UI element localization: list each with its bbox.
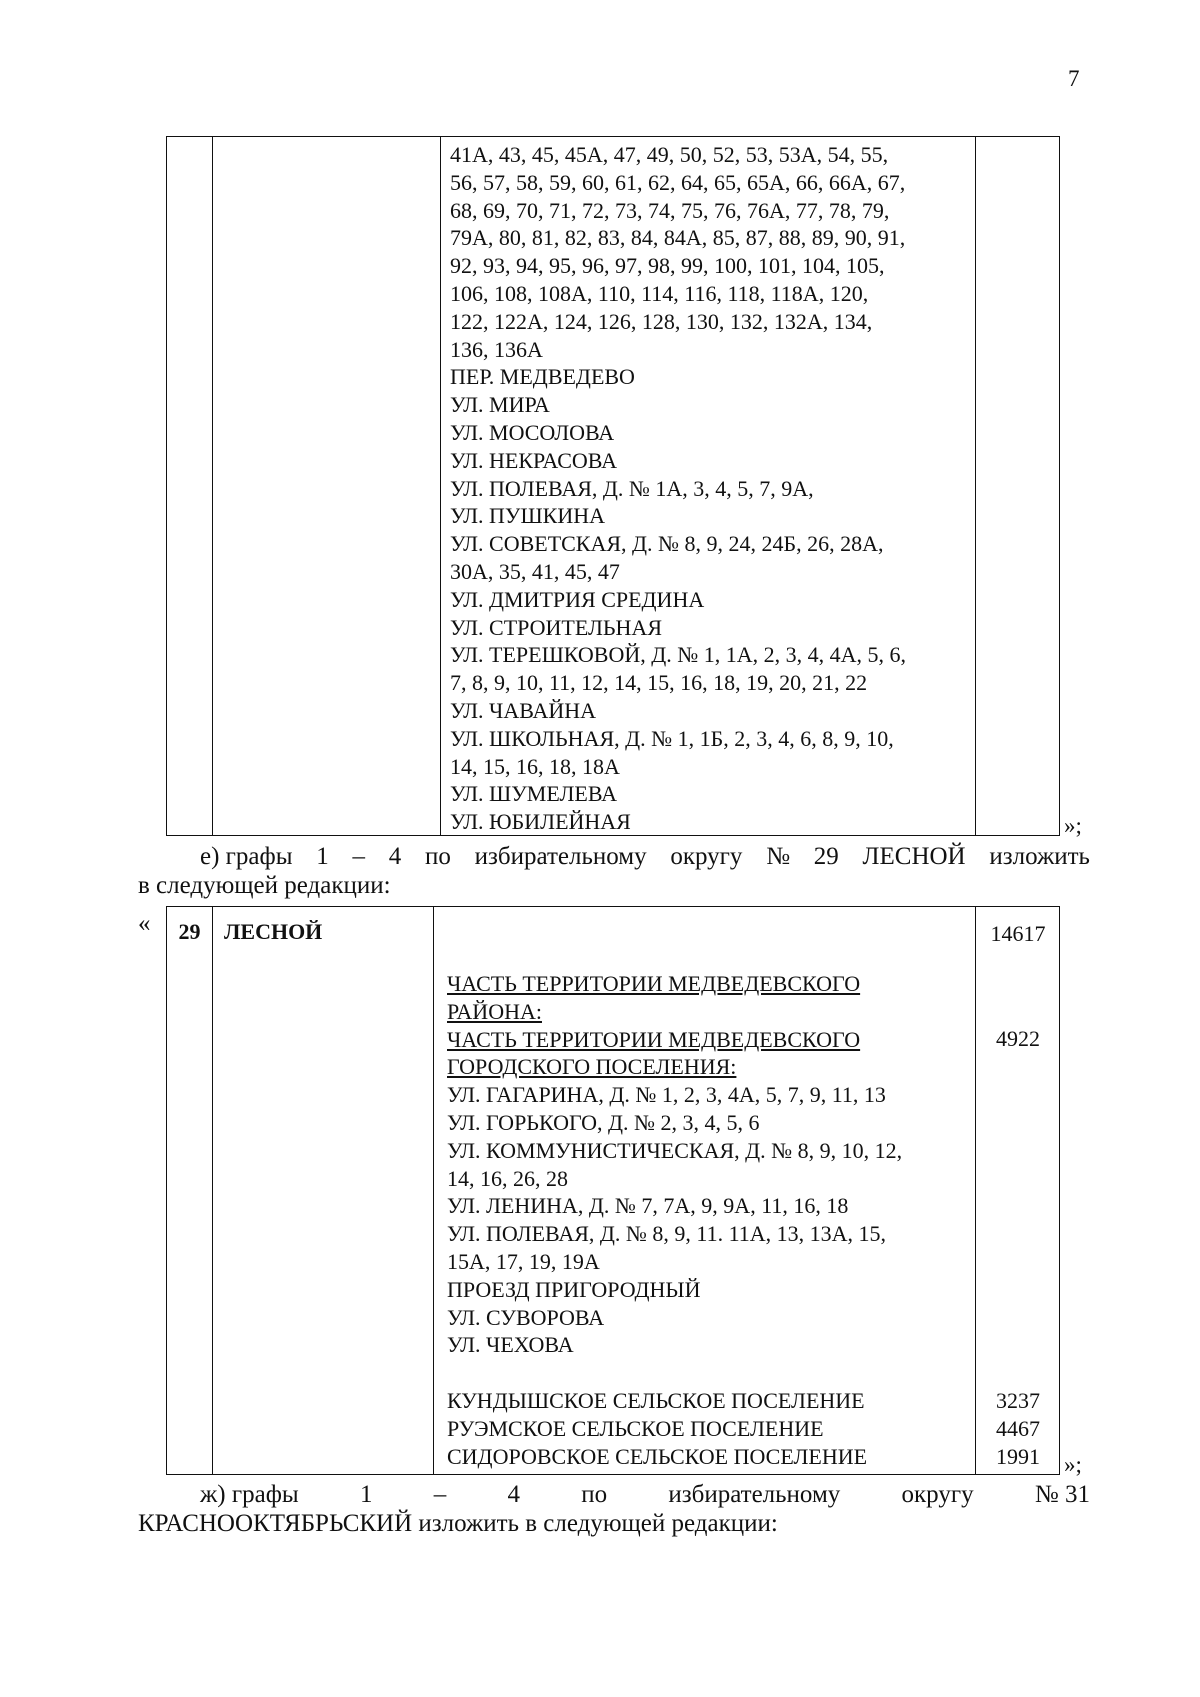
opening-quote: « [138,910,151,937]
territory-line: УЛ. ПУШКИНА [450,503,606,529]
territory-line: 68, 69, 70, 71, 72, 73, 74, 75, 76, 76А, 77, 78, 79, [450,197,890,223]
territory-line: УЛ. ПОЛЕВАЯ, Д. № 1А, 3, 4, 5, 7, 9А, [450,475,814,501]
paragraph-word: округу [670,843,743,870]
closing-quote: »; [1064,813,1082,838]
territory-line: 14, 15, 16, 18, 18А [450,753,620,779]
territory-line: 7, 8, 9, 10, 11, 12, 14, 15, 16, 18, 19, 20, 21, 22 [450,670,868,696]
paragraph-word: по [581,1481,608,1508]
territory-line: УЛ. ШКОЛЬНАЯ, Д. № 1, 1Б, 2, 3, 4, 6, 8, 9, 10, [450,725,894,751]
territory-line: 122, 122А, 124, 126, 128, 130, 132, 132А, 134, [450,308,873,334]
paragraph-word: е) графы [200,843,293,870]
territory-line: ПЕР. МЕДВЕДЕВО [450,364,635,390]
territory-line: УЛ. МИРА [450,392,550,418]
paragraph-word: 29 [813,843,839,870]
table-divider [975,907,976,1474]
street-line: УЛ. СУВОРОВА [447,1304,605,1330]
paragraph-word: 1 [316,843,329,870]
territory-line: УЛ. НЕКРАСОВА [450,447,617,473]
street-line: УЛ. КОММУНИСТИЧЕСКАЯ, Д. № 8, 9, 10, 12, [447,1137,903,1163]
table-divider [433,907,434,1474]
street-line: УЛ. ГАГАРИНА, Д. № 1, 2, 3, 4А, 5, 7, 9, 11, 13 [447,1082,886,1108]
table-divider [212,137,213,835]
table-divider [975,137,976,835]
amendment-paragraph-e [138,842,1090,900]
territory-line: УЛ. СТРОИТЕЛЬНАЯ [450,614,662,640]
paragraph-word: избирательному [474,843,647,870]
paragraph-word: ЛЕСНОЙ [862,843,966,870]
territory-line: УЛ. ТЕРЕШКОВОЙ, Д. № 1, 1А, 2, 3, 4, 4А, 5, 6, [450,642,906,668]
street-line: УЛ. ГОРЬКОГО, Д. № 2, 3, 4, 5, 6 [447,1109,760,1135]
paragraph-line: КРАСНООКТЯБРЬСКИЙ изложить в следующей редакции: [138,1510,778,1537]
territory-line: УЛ. МОСОЛОВА [450,419,615,445]
rural-settlement-name: КУНДЫШСКОЕ СЕЛЬСКОЕ ПОСЕЛЕНИЕ [447,1387,865,1413]
paragraph-word: изложить [989,843,1090,870]
paragraph-word: 4 [388,843,402,870]
paragraph-word: – [352,843,366,870]
street-line: 15А, 17, 19, 19А [447,1248,600,1274]
street-line: ПРОЕЗД ПРИГОРОДНЫЙ [447,1276,701,1302]
paragraph-word: – [433,1481,447,1508]
paragraph-word: округу [901,1481,974,1508]
territory-line: 106, 108, 108А, 110, 114, 116, 118, 118А, 120, [450,280,869,306]
rural-settlement-count: 4467 [996,1415,1040,1441]
district-name: ЛЕСНОЙ [224,919,323,944]
rural-settlement-name: РУЭМСКОЕ СЕЛЬСКОЕ ПОСЕЛЕНИЕ [447,1415,824,1441]
territory-line: 136, 136А [450,336,543,362]
street-line: УЛ. ЛЕНИНА, Д. № 7, 7А, 9, 9А, 11, 16, 18 [447,1193,849,1219]
territory-line: 92, 93, 94, 95, 96, 97, 98, 99, 100, 101, 104, 105, [450,253,885,279]
paragraph-line [138,842,1090,871]
settlement-header: ГОРОДСКОГО ПОСЕЛЕНИЯ: [447,1054,737,1080]
paragraph-word: ж) графы [200,1481,299,1508]
street-line: УЛ. ЧЕХОВА [447,1332,574,1358]
settlement-header: ЧАСТЬ ТЕРРИТОРИИ МЕДВЕДЕВСКОГО [447,1026,861,1052]
table-continuation [166,136,1060,836]
territory-line: УЛ. ШУМЕЛЕВА [450,781,618,807]
territory-list [450,141,906,836]
rural-settlement-name: СИДОРОВСКОЕ СЕЛЬСКОЕ ПОСЕЛЕНИЕ [447,1443,868,1469]
territory-line: УЛ. СОВЕТСКАЯ, Д. № 8, 9, 24, 24Б, 26, 28А, [450,531,884,557]
paragraph-word: избирательному [668,1481,841,1508]
street-list [447,1081,902,1359]
territory-line: УЛ. ЧАВАЙНА [450,697,597,723]
territory-line: УЛ. ЮБИЛЕЙНАЯ [450,809,631,835]
paragraph-word: № 31 [1034,1481,1090,1508]
territory-line: 30А, 35, 41, 45, 47 [450,558,620,584]
rural-settlement-list [447,1387,902,1470]
rural-settlement-count: 1991 [996,1443,1040,1469]
territory-line: 56, 57, 58, 59, 60, 61, 62, 64, 65, 65А, 66, 66А, 67, [450,169,906,195]
paragraph-line [138,1480,1090,1509]
page-number: 7 [1068,66,1080,91]
paragraph-word: по [425,843,451,870]
rural-voter-counts [977,1387,1059,1470]
region-header: РАЙОНА: [447,998,542,1024]
table-divider [440,137,441,835]
district-voter-count: 14617 [990,921,1046,946]
amendment-paragraph-zh [138,1480,1090,1538]
street-line: 14, 16, 26, 28 [447,1165,568,1191]
paragraph-word: № [766,843,791,870]
paragraph-word: 1 [359,1481,373,1508]
table-district-29 [166,906,1060,1475]
territory-line: 79А, 80, 81, 82, 83, 84, 84А, 85, 87, 88, 89, 90, 91, [450,225,906,251]
paragraph-line: в следующей редакции: [138,872,391,899]
closing-quote: »; [1064,1452,1082,1477]
paragraph-word: 4 [507,1481,520,1508]
region-header: ЧАСТЬ ТЕРРИТОРИИ МЕДВЕДЕВСКОГО [447,971,861,996]
street-line: УЛ. ПОЛЕВАЯ, Д. № 8, 9, 11. 11А, 13, 13А, 15, [447,1221,887,1247]
territory-line: УЛ. ДМИТРИЯ СРЕДИНА [450,586,705,612]
settlement-voter-count: 4922 [996,1026,1040,1051]
district-number: 29 [178,919,201,944]
table-divider [212,907,213,1474]
territory-list [447,970,902,1470]
rural-settlement-count: 3237 [996,1388,1040,1413]
territory-line: 41А, 43, 45, 45А, 47, 49, 50, 52, 53, 53А, 54, 55, [450,142,889,167]
